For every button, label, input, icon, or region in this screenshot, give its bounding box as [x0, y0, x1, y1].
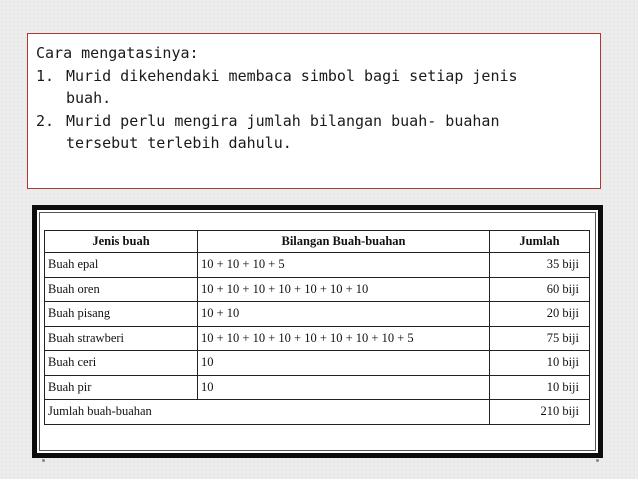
cell-fruit: Buah oren [45, 277, 198, 302]
cell-total: 75 biji [490, 326, 590, 351]
cell-total: 10 biji [490, 375, 590, 400]
cell-fruit: Buah pir [45, 375, 198, 400]
total-value: 210 biji [490, 400, 590, 425]
cell-count: 10 + 10 + 10 + 5 [198, 253, 490, 278]
header-bilangan: Bilangan Buah-buahan [198, 231, 490, 253]
table-row [45, 302, 590, 327]
decor-dot [596, 459, 599, 462]
cell-total: 20 biji [490, 302, 590, 327]
table-row [45, 326, 590, 351]
cell-fruit: Buah strawberi [45, 326, 198, 351]
table-row [45, 253, 590, 278]
table-row [45, 277, 590, 302]
item-text-line: tersebut terlebih dahulu. [66, 134, 292, 152]
cell-count: 10 + 10 + 10 + 10 + 10 + 10 + 10 + 10 + 5 [198, 326, 490, 351]
header-jumlah: Jumlah [490, 231, 590, 253]
fruit-table [44, 230, 590, 425]
cell-total: 35 biji [490, 253, 590, 278]
cell-count: 10 [198, 351, 490, 376]
table-total-row [45, 400, 590, 425]
table-row [45, 375, 590, 400]
cell-count: 10 + 10 [198, 302, 490, 327]
instruction-heading: Cara mengatasinya: [36, 44, 199, 62]
total-label: Jumlah buah-buahan [45, 400, 490, 425]
item-text-line: Murid dikehendaki membaca simbol bagi setiap jenis [66, 66, 518, 85]
cell-fruit: Buah ceri [45, 351, 198, 376]
fruit-table-image [32, 205, 603, 458]
cell-fruit: Buah pisang [45, 302, 198, 327]
cell-count: 10 [198, 375, 490, 400]
instruction-item-1 [36, 65, 590, 110]
cell-total: 10 biji [490, 351, 590, 376]
item-text-line: Murid perlu mengira jumlah bilangan buah- buahan [66, 111, 500, 130]
instruction-item-2 [36, 110, 590, 155]
cell-count: 10 + 10 + 10 + 10 + 10 + 10 + 10 [198, 277, 490, 302]
instruction-textbox [27, 33, 601, 189]
item-text-line: buah. [66, 89, 112, 107]
decor-dot [42, 459, 45, 462]
table-header-row [45, 231, 590, 253]
table-row [45, 351, 590, 376]
cell-fruit: Buah epal [45, 253, 198, 278]
item-number: 1. [36, 66, 55, 85]
header-jenis-buah: Jenis buah [45, 231, 198, 253]
cell-total: 60 biji [490, 277, 590, 302]
item-number: 2. [36, 111, 55, 130]
